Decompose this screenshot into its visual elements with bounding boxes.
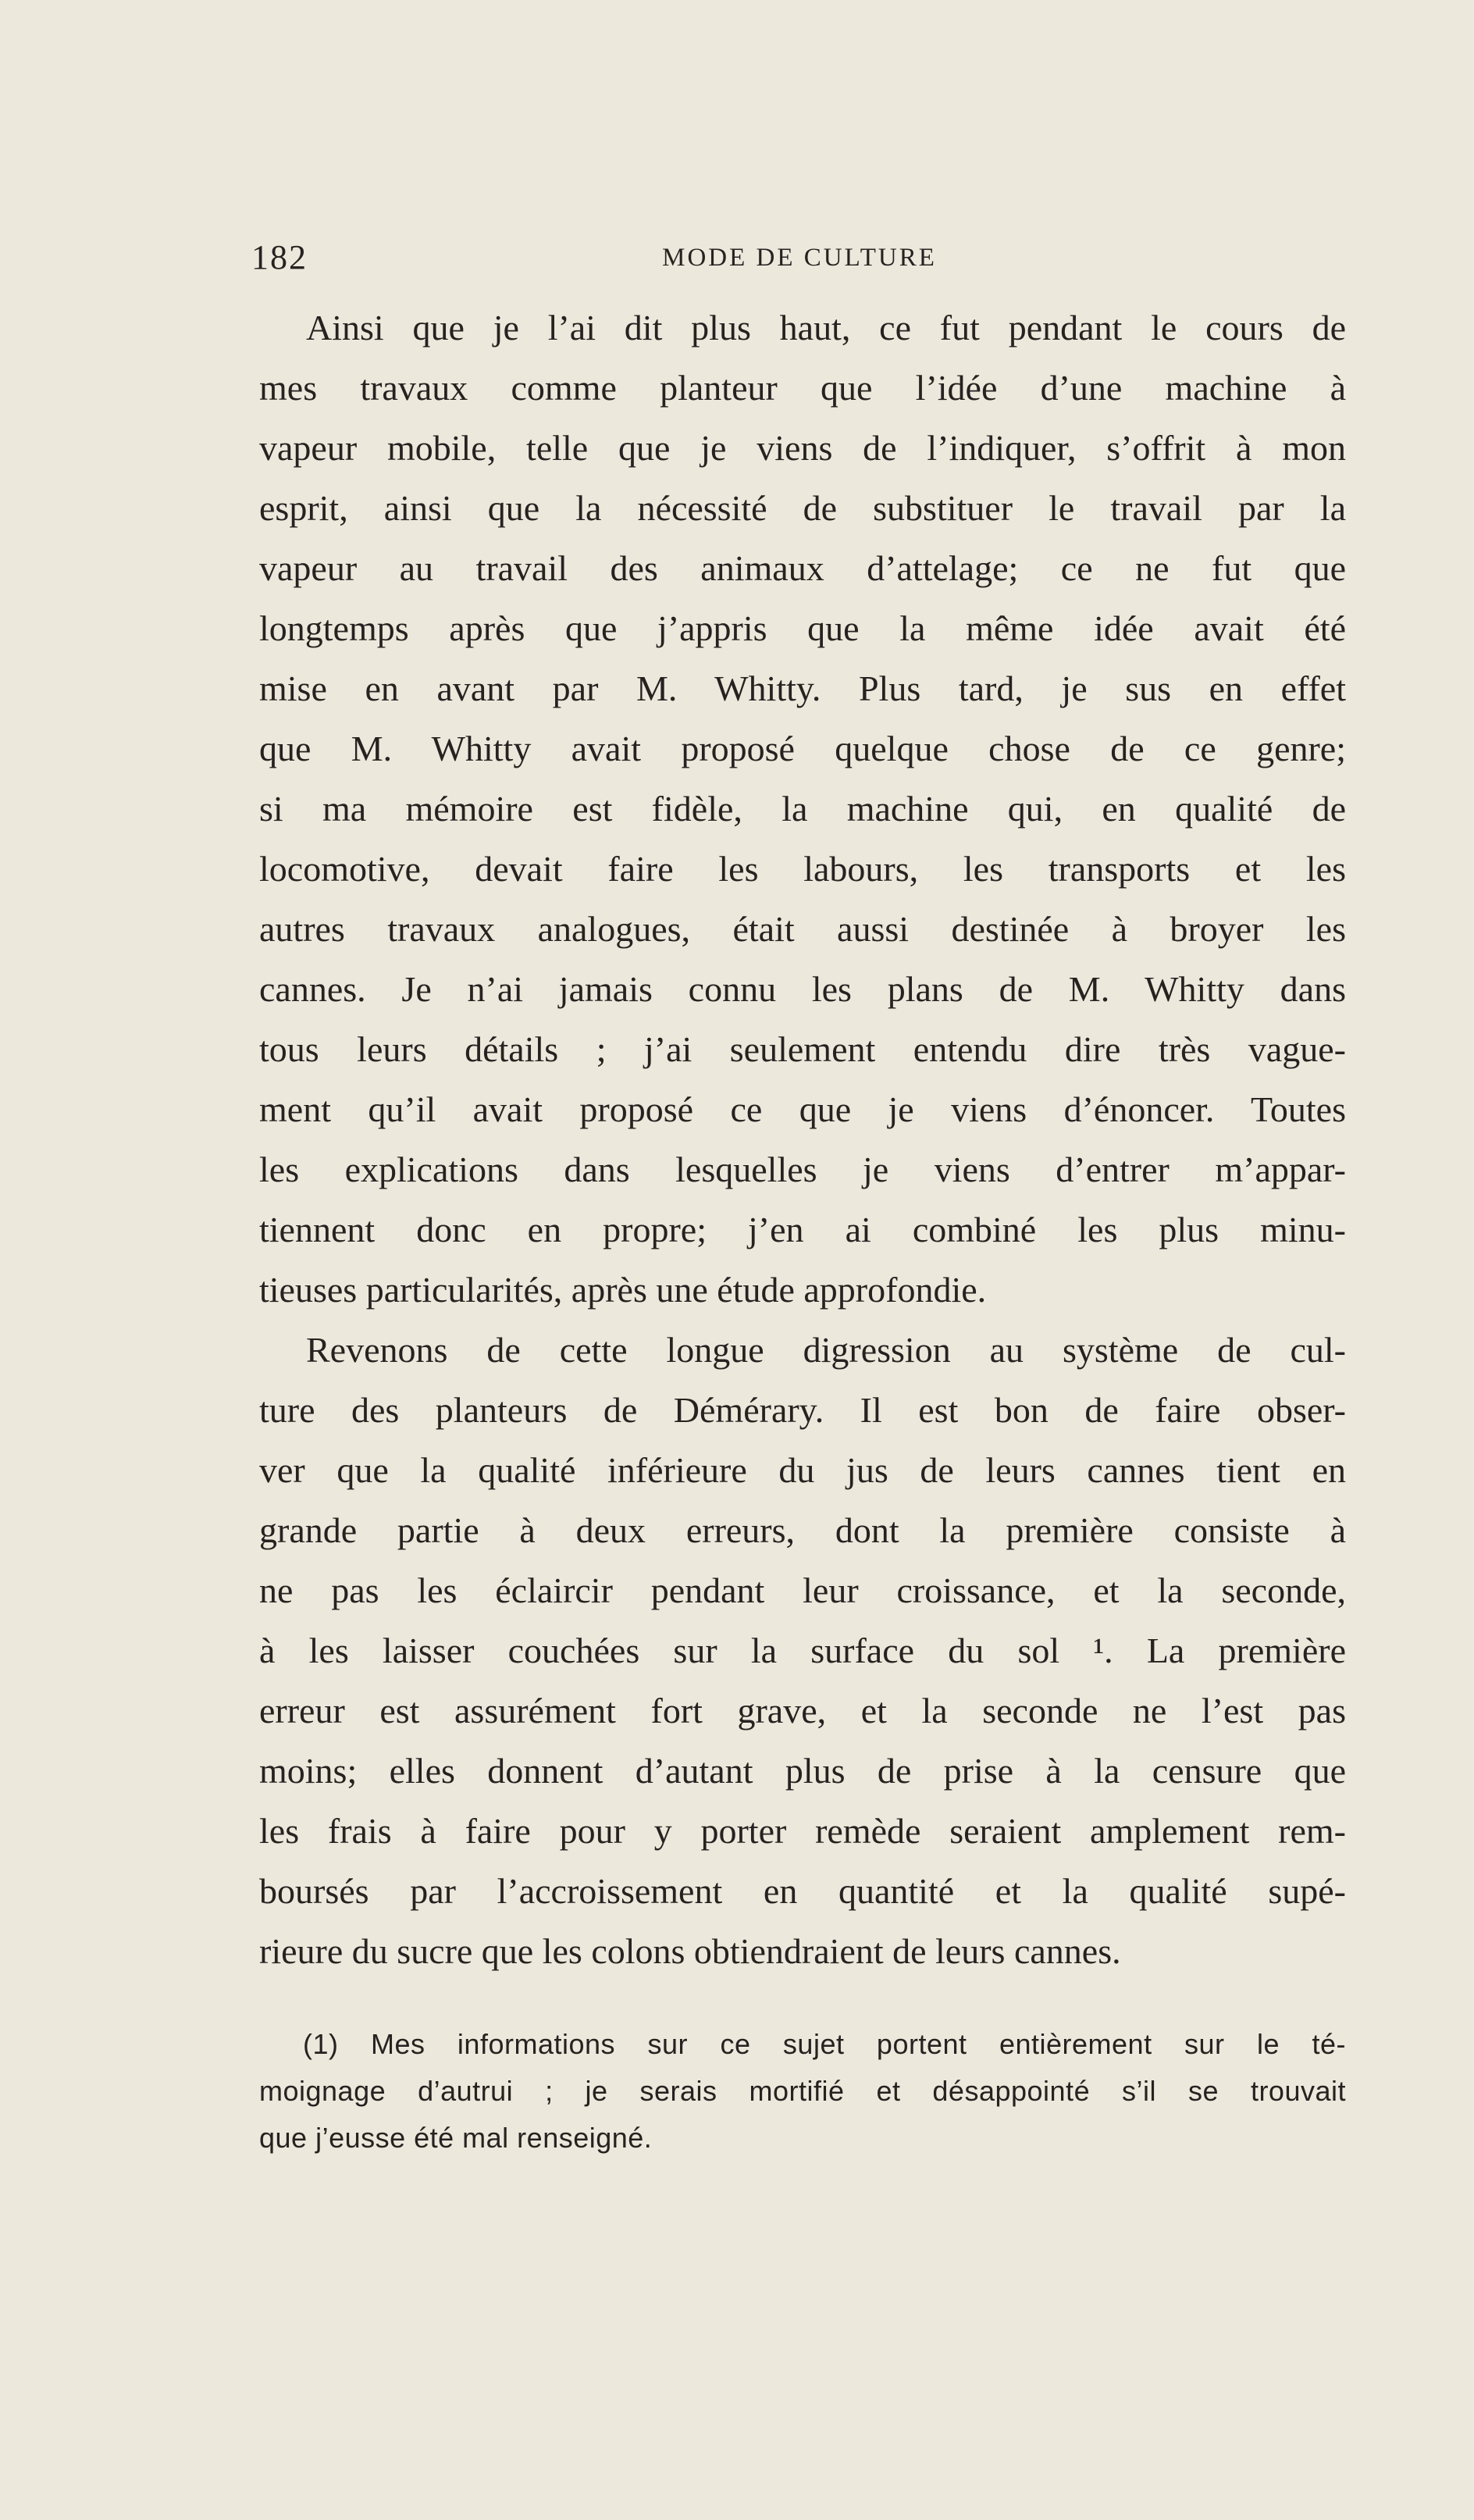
text-line: locomotive, devait faire les labours, les transports et les bbox=[259, 849, 1346, 889]
footnote-line: moignage d’autrui ; je serais mortifié et désappointé s’il se trouvait bbox=[259, 2075, 1346, 2107]
text-line: tous leurs détails ; j’ai seulement entendu dire très vague- bbox=[259, 1029, 1346, 1069]
text-line: que M. Whitty avait proposé quelque chose de ce genre; bbox=[259, 729, 1346, 768]
text-line: les explications dans lesquelles je viens d’entrer m’appar- bbox=[259, 1150, 1346, 1189]
text-line: si ma mémoire est fidèle, la machine qui, en qualité de bbox=[259, 789, 1346, 829]
text-line: vapeur mobile, telle que je viens de l’indiquer, s’offrit à mon bbox=[259, 428, 1346, 468]
paragraph bbox=[259, 1320, 1346, 1981]
text-line: tieuses particularités, après une étude approfondie. bbox=[259, 1270, 987, 1310]
text-line: longtemps après que j’appris que la même idée avait été bbox=[259, 608, 1346, 648]
text-line: ture des planteurs de Démérary. Il est bon de faire obser- bbox=[259, 1390, 1346, 1430]
text-line: ver que la qualité inférieure du jus de leurs cannes tient en bbox=[259, 1450, 1346, 1490]
text-line: moins; elles donnent d’autant plus de prise à la censure que bbox=[259, 1751, 1346, 1791]
text-line: à les laisser couchées sur la surface du sol ¹. La première bbox=[259, 1631, 1346, 1670]
text-line: mise en avant par M. Whitty. Plus tard, je sus en effet bbox=[259, 668, 1346, 708]
text-line: autres travaux analogues, était aussi destinée à broyer les bbox=[259, 909, 1346, 949]
text-line: ment qu’il avait proposé ce que je viens d’énoncer. Toutes bbox=[259, 1089, 1346, 1129]
text-line: rieure du sucre que les colons obtiendraient de leurs cannes. bbox=[259, 1931, 1121, 1971]
running-title: MODE DE CULTURE bbox=[662, 244, 937, 272]
text-line: Revenons de cette longue digression au système de cul- bbox=[306, 1330, 1346, 1370]
text-line: esprit, ainsi que la nécessité de substituer le travail par la bbox=[259, 488, 1346, 528]
footnote bbox=[259, 2021, 1346, 2162]
page-header bbox=[251, 234, 1348, 281]
footnote-line: que j’eusse été mal renseigné. bbox=[259, 2122, 653, 2154]
text-line: boursés par l’accroissement en quantité et la qualité supé- bbox=[259, 1871, 1346, 1911]
paragraph bbox=[259, 298, 1346, 1320]
main-text bbox=[259, 298, 1346, 1981]
page-number: 182 bbox=[251, 238, 308, 276]
text-line: mes travaux comme planteur que l’idée d’une machine à bbox=[259, 368, 1346, 408]
text-line: Ainsi que je l’ai dit plus haut, ce fut pendant le cours de bbox=[306, 308, 1346, 348]
text-line: les frais à faire pour y porter remède seraient amplement rem- bbox=[259, 1811, 1346, 1851]
text-line: tiennent donc en propre; j’en ai combiné les plus minu- bbox=[259, 1210, 1346, 1249]
text-line: cannes. Je n’ai jamais connu les plans de M. Whitty dans bbox=[259, 969, 1346, 1009]
footnote-line: (1) Mes informations sur ce sujet portent entièrement sur le té- bbox=[303, 2028, 1346, 2060]
text-line: ne pas les éclaircir pendant leur croissance, et la seconde, bbox=[259, 1570, 1346, 1610]
text-line: erreur est assurément fort grave, et la seconde ne l’est pas bbox=[259, 1691, 1346, 1730]
text-line: vapeur au travail des animaux d’attelage; ce ne fut que bbox=[259, 548, 1346, 588]
text-line: grande partie à deux erreurs, dont la première consiste à bbox=[259, 1510, 1346, 1550]
